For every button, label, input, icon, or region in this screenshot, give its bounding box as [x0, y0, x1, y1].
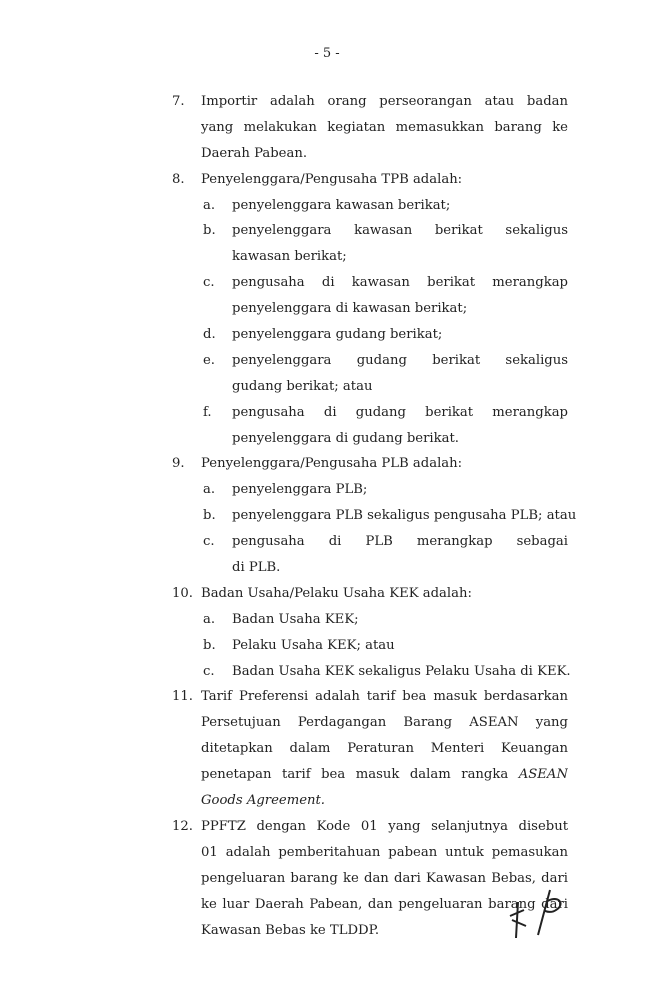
italic-text-segment: Goods Agreement.	[201, 793, 325, 809]
line-text	[232, 270, 568, 296]
line-text-segment: penyelenggara di gudang berikat.	[232, 430, 459, 446]
sub-item-marker: b.	[203, 637, 216, 653]
sub-item-line	[0, 633, 654, 659]
sub-item-line	[0, 348, 654, 374]
sub-item-line	[0, 477, 654, 503]
sub-item-line	[0, 322, 654, 348]
sub-item-marker: d.	[203, 327, 216, 343]
line-text	[232, 529, 568, 555]
line-text	[201, 762, 568, 788]
line-text-segment: Penyelenggara/Pengusaha TPB adalah:	[201, 171, 463, 187]
item-number: 12.	[172, 818, 193, 834]
sub-item-line	[0, 400, 654, 426]
sub-item-line	[0, 426, 654, 452]
line-text	[232, 400, 568, 426]
line-text-segment: Importir adalah orang perseorangan atau badan	[201, 94, 568, 109]
item-line	[0, 788, 654, 814]
sub-item-line	[0, 555, 654, 581]
line-text	[232, 244, 568, 270]
item-line	[0, 762, 654, 788]
line-text	[232, 348, 568, 374]
line-text	[201, 710, 568, 736]
line-text	[232, 633, 568, 659]
line-text	[232, 218, 568, 244]
sub-item-line	[0, 244, 654, 270]
line-text-segment: penyelenggara kawasan berikat sekaligus	[232, 223, 568, 239]
line-text	[232, 296, 568, 322]
line-text	[232, 322, 568, 348]
sub-item-line	[0, 193, 654, 219]
line-text	[201, 684, 568, 710]
line-text-segment: penyelenggara kawasan berikat;	[232, 197, 451, 213]
line-text	[201, 736, 568, 762]
sub-item-marker: e.	[203, 352, 215, 368]
line-text-segment: Tarif Preferensi adalah tarif bea masuk berdasarkan	[201, 689, 568, 705]
sub-item-line	[0, 503, 654, 529]
line-text-segment: PPFTZ dengan Kode 01 yang selanjutnya disebut	[201, 818, 568, 834]
line-text-segment: Badan Usaha/Pelaku Usaha KEK adalah:	[201, 585, 472, 601]
line-text	[201, 814, 568, 840]
item-number: 9.	[172, 456, 185, 472]
sub-item-marker: f.	[203, 404, 212, 420]
line-text	[201, 141, 568, 167]
line-text-segment: Kawasan Bebas ke TLDDP.	[201, 922, 380, 938]
line-text	[201, 89, 568, 115]
line-text	[232, 659, 571, 685]
line-text	[232, 193, 568, 219]
line-text	[201, 167, 568, 193]
item-line	[0, 141, 654, 167]
item-number: 11.	[172, 689, 193, 705]
item-line	[0, 814, 654, 840]
line-text-segment: penyelenggara gudang berikat sekaligus	[232, 352, 568, 368]
line-text-segment: Penyelenggara/Pengusaha PLB adalah:	[201, 456, 463, 472]
item-number: 10.	[172, 585, 193, 601]
line-text-segment: pengusaha di kawasan berikat merangkap	[232, 275, 568, 291]
line-text-segment: penyelenggara di kawasan berikat;	[232, 301, 468, 317]
line-text	[201, 115, 568, 141]
line-text-segment: kawasan berikat;	[232, 249, 347, 265]
line-text-segment: penetapan tarif bea masuk dalam rangka	[201, 767, 519, 783]
line-text	[232, 374, 568, 400]
line-text	[201, 451, 568, 477]
line-text-segment: pengeluaran barang ke dan dari Kawasan Bebas, dari	[201, 870, 568, 886]
line-text-segment: penyelenggara gudang berikat;	[232, 327, 443, 343]
item-line	[0, 451, 654, 477]
line-text-segment: penyelenggara PLB sekaligus pengusaha PLB; atau	[232, 508, 577, 524]
line-text-segment: 01 adalah pemberitahuan pabean untuk pemasukan	[201, 844, 568, 860]
definition-list	[0, 89, 654, 943]
item-line	[0, 684, 654, 710]
line-text-segment: Daerah Pabean.	[201, 145, 308, 161]
line-text	[201, 840, 568, 866]
sub-item-line	[0, 270, 654, 296]
line-text-segment: Badan Usaha KEK;	[232, 611, 359, 627]
sub-item-line	[0, 607, 654, 633]
sub-item-line	[0, 296, 654, 322]
line-text	[232, 503, 577, 529]
line-text-segment: pengusaha di gudang berikat merangkap	[232, 404, 568, 420]
item-line	[0, 581, 654, 607]
sub-item-line	[0, 374, 654, 400]
item-line	[0, 710, 654, 736]
item-number: 8.	[172, 171, 185, 187]
line-text-segment: Badan Usaha KEK sekaligus Pelaku Usaha di KEK.	[232, 663, 571, 679]
sub-item-marker: c.	[203, 275, 215, 291]
sub-item-marker: c.	[203, 663, 215, 679]
item-line	[0, 736, 654, 762]
line-text-segment: pengusaha di PLB merangkap sebagai	[232, 534, 568, 550]
line-text-segment: Persetujuan Perdagangan Barang ASEAN yang	[201, 715, 568, 731]
line-text	[201, 788, 568, 814]
sub-item-line	[0, 218, 654, 244]
sub-item-marker: a.	[203, 197, 216, 213]
sub-item-marker: a.	[203, 611, 216, 627]
sub-item-line	[0, 529, 654, 555]
page-number: - 5 -	[314, 46, 340, 61]
line-text-segment: di PLB.	[232, 560, 281, 576]
line-text-segment: Pelaku Usaha KEK; atau	[232, 637, 395, 653]
line-text-segment: yang melakukan kegiatan memasukkan barang ke	[201, 119, 568, 135]
sub-item-line	[0, 659, 654, 685]
line-text	[232, 426, 568, 452]
initials-signature	[500, 880, 570, 940]
line-text	[232, 477, 568, 503]
line-text-segment: ditetapkan dalam Peraturan Menteri Keuangan	[201, 741, 568, 757]
sub-item-marker: a.	[203, 482, 216, 498]
sub-item-marker: c.	[203, 534, 215, 550]
line-text	[232, 555, 568, 581]
sub-item-marker: b.	[203, 508, 216, 524]
line-text-segment: ke luar Daerah Pabean, dan pengeluaran barang dari	[201, 896, 568, 912]
sub-item-marker: b.	[203, 223, 216, 239]
item-number: 7.	[172, 94, 185, 109]
line-text	[201, 581, 568, 607]
italic-text-segment: ASEAN	[518, 767, 568, 783]
line-text	[232, 607, 568, 633]
line-text-segment: gudang berikat; atau	[232, 378, 373, 394]
item-line	[0, 840, 654, 866]
item-line	[0, 115, 654, 141]
item-line	[0, 167, 654, 193]
line-text-segment: penyelenggara PLB;	[232, 482, 368, 498]
item-line	[0, 89, 654, 115]
